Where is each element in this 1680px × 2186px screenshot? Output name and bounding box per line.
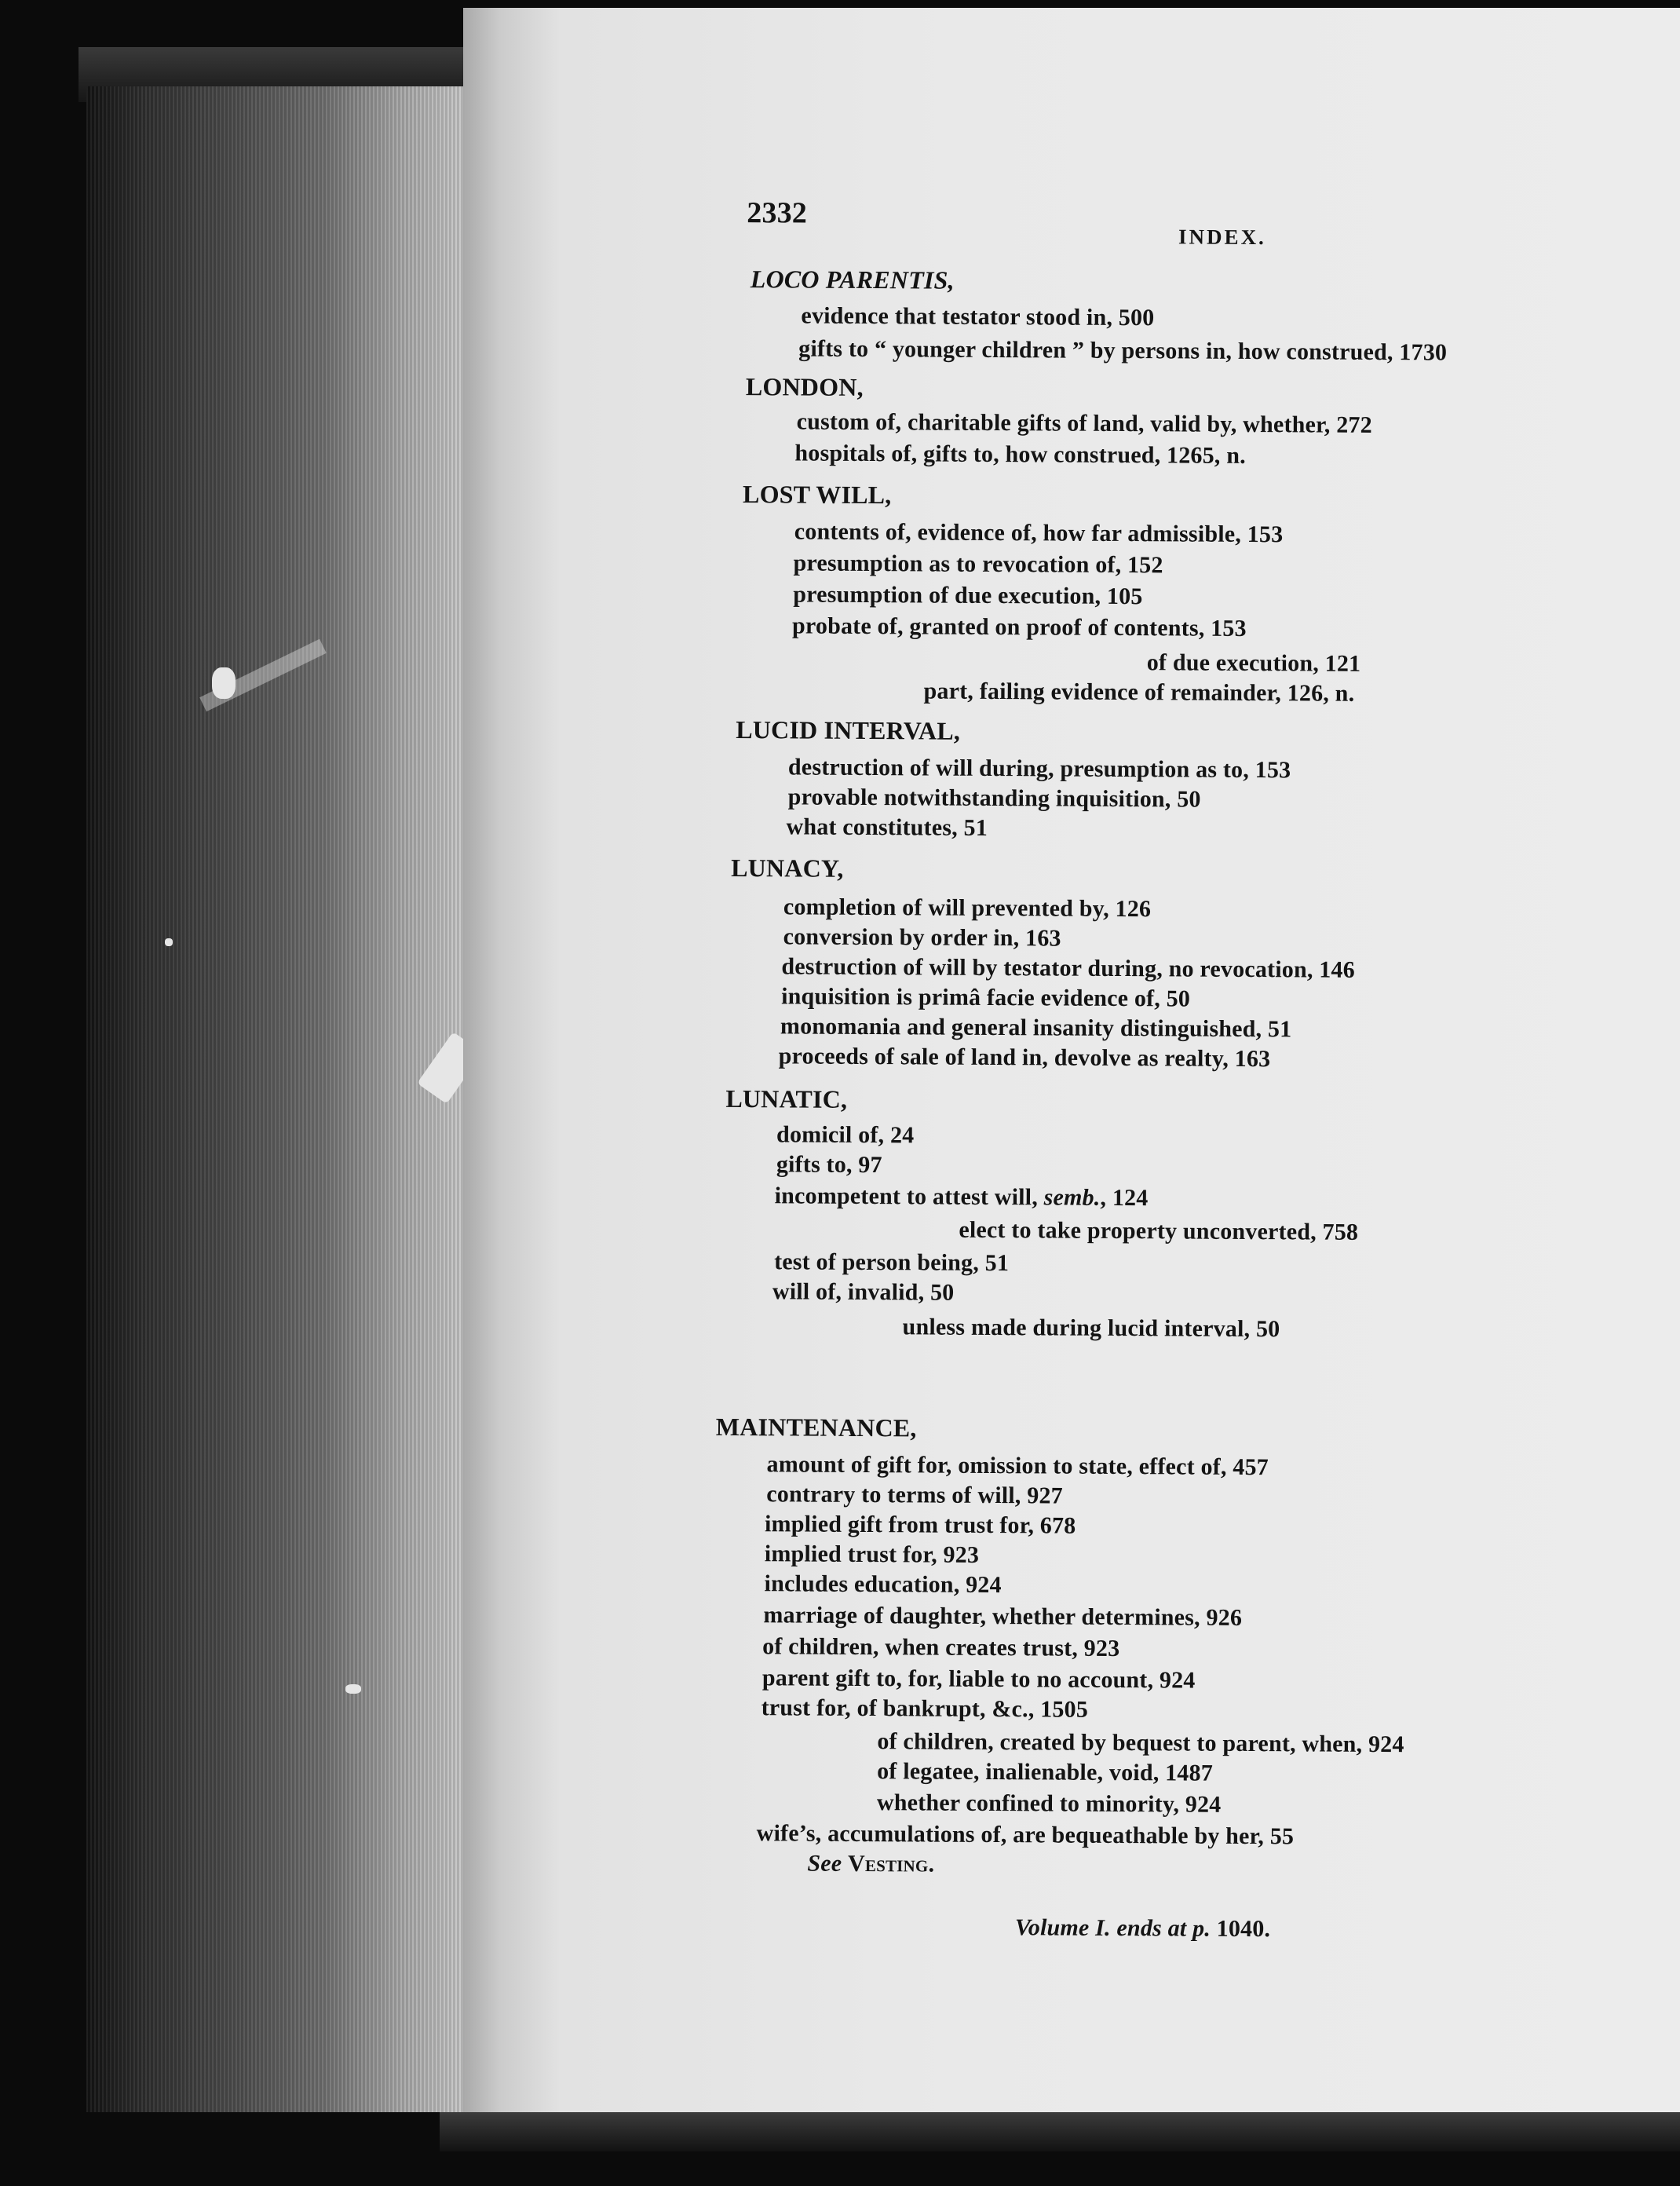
index-subentry: monomania and general insanity distinguished, 51: [780, 1013, 1292, 1043]
index-heading: LOST WILL,: [742, 480, 892, 510]
index-subentry: domicil of, 24: [776, 1121, 915, 1149]
index-subentry: gifts to “ younger children ” by persons in, how construed, 1730: [798, 335, 1448, 366]
index-subentry: conversion by order in, 163: [783, 923, 1061, 952]
index-heading: LUCID INTERVAL,: [736, 715, 961, 745]
index-subentry-continued: of legatee, inalienable, void, 1487: [877, 1758, 1214, 1786]
index-subentry: parent gift to, for, liable to no account, 924: [761, 1665, 1196, 1694]
index-subentry: contrary to terms of will, 927: [766, 1481, 1063, 1509]
index-subentry: destruction of will by testator during, no revocation, 146: [781, 953, 1355, 983]
index-subentry: amount of gift for, omission to state, effect of, 457: [766, 1451, 1269, 1481]
page-number: 2332: [747, 196, 808, 230]
index-subentry-continued: whether confined to minority, 924: [876, 1789, 1222, 1818]
index-subentry: what constitutes, 51: [786, 813, 988, 841]
index-subentry: completion of will prevented by, 126: [783, 894, 1152, 923]
index-subentry: inquisition is primâ facie evidence of, 50: [781, 983, 1191, 1012]
index-subentry: evidence that testator stood in, 500: [801, 302, 1155, 331]
index-subentry: probate of, granted on proof of contents, 153: [791, 612, 1247, 642]
index-subentry: trust for, of bankrupt, &c., 1505: [761, 1694, 1089, 1723]
index-subentry: proceeds of sale of land in, devolve as realty, 163: [778, 1043, 1271, 1073]
index-heading: LUNATIC,: [725, 1084, 848, 1113]
index-heading: LOCO PARENTIS,: [750, 265, 955, 294]
index-subentry: provable notwithstanding inquisition, 50: [787, 784, 1201, 813]
index-subentry: presumption as to revocation of, 152: [793, 550, 1163, 579]
index-subentry: hospitals of, gifts to, how construed, 1265, n.: [794, 440, 1246, 469]
volume-note: Volume I. ends at p. 1040.: [1014, 1914, 1271, 1943]
index-subentry-continued: part, failing evidence of remainder, 126, n.: [923, 678, 1355, 707]
index-subentry: gifts to, 97: [776, 1151, 882, 1179]
index-subentry: will of, invalid, 50: [772, 1278, 955, 1306]
index-subentry-continued: of due execution, 121: [1146, 649, 1361, 677]
index-subentry: of children, when creates trust, 923: [762, 1633, 1120, 1662]
index-subentry: includes education, 924: [764, 1570, 1002, 1599]
index-subentry: contents of, evidence of, how far admissible, 153: [794, 518, 1284, 548]
running-head: INDEX.: [1178, 225, 1266, 250]
index-subentry: destruction of will during, presumption as to, 153: [787, 754, 1291, 784]
index-subentry-continued: unless made during lucid interval, 50: [902, 1314, 1280, 1343]
index-subentry: incompetent to attest will, semb., 124: [774, 1183, 1149, 1212]
index-subentry: marriage of daughter, whether determines, 926: [763, 1602, 1243, 1631]
index-heading: LUNACY,: [731, 853, 844, 883]
index-subentry: wife’s, accumulations of, are bequeathable by her, 55: [756, 1820, 1295, 1850]
index-subentry: implied trust for, 923: [764, 1541, 980, 1568]
index-subentry: implied gift from trust for, 678: [764, 1511, 1076, 1539]
index-subentry-continued: elect to take property unconverted, 758: [959, 1216, 1359, 1245]
index-subentry: test of person being, 51: [774, 1248, 1010, 1277]
see-also-reference: See Vesting.: [807, 1850, 935, 1877]
index-subentry: custom of, charitable gifts of land, valid by, whether, 272: [796, 408, 1372, 438]
index-heading: LONDON,: [745, 372, 864, 401]
index-subentry: presumption of due execution, 105: [793, 581, 1143, 610]
index-heading: MAINTENANCE,: [715, 1412, 917, 1442]
index-subentry-continued: of children, created by bequest to parent, when, 924: [877, 1728, 1404, 1758]
